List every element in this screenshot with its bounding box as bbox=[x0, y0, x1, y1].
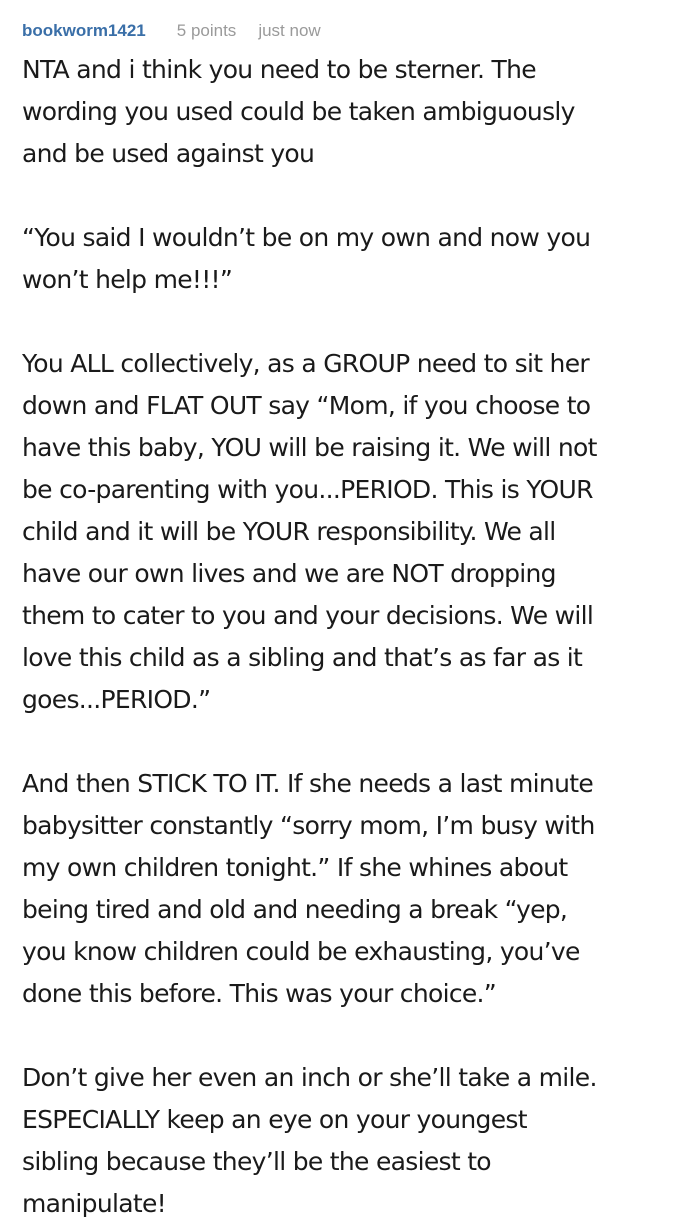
comment-body bbox=[22, 49, 682, 1225]
comment-paragraph: And then STICK TO IT. If she needs a last minute babysitter constantly “sorry mom, I’m busy with my own children tonight.” If she whines about being tired and old and needing a break “yep, you know children could be exhausting, you’ve done this before. This was your choice.” bbox=[22, 769, 595, 1008]
comment-paragraph: You ALL collectively, as a GROUP need to sit her down and FLAT OUT say “Mom, if you choose to have this baby, YOU will be raising it. We will not be co-parenting with you...PERIOD. This is YOUR child and it will be YOUR responsibility. We all have our own lives and we are NOT dropping them to cater to you and your decisions. We will love this child as a sibling and that’s as far as it goes...PERIOD.” bbox=[22, 349, 597, 714]
comment-paragraph: NTA and i think you need to be sterner. The wording you used could be taken ambiguously and be used against you bbox=[22, 55, 575, 168]
comment bbox=[22, 18, 682, 1225]
comment-paragraph: “You said I wouldn’t be on my own and now you won’t help me!!!” bbox=[22, 223, 591, 294]
points-count: 5 points bbox=[176, 21, 237, 40]
timestamp: just now bbox=[258, 21, 321, 40]
author-link[interactable]: bookworm1421 bbox=[22, 21, 146, 40]
comment-meta bbox=[22, 18, 682, 44]
comment-paragraph: Don’t give her even an inch or she’ll take a mile. ESPECIALLY keep an eye on your youngest sibling because they’ll be the easiest to manipulate! bbox=[22, 1063, 597, 1218]
